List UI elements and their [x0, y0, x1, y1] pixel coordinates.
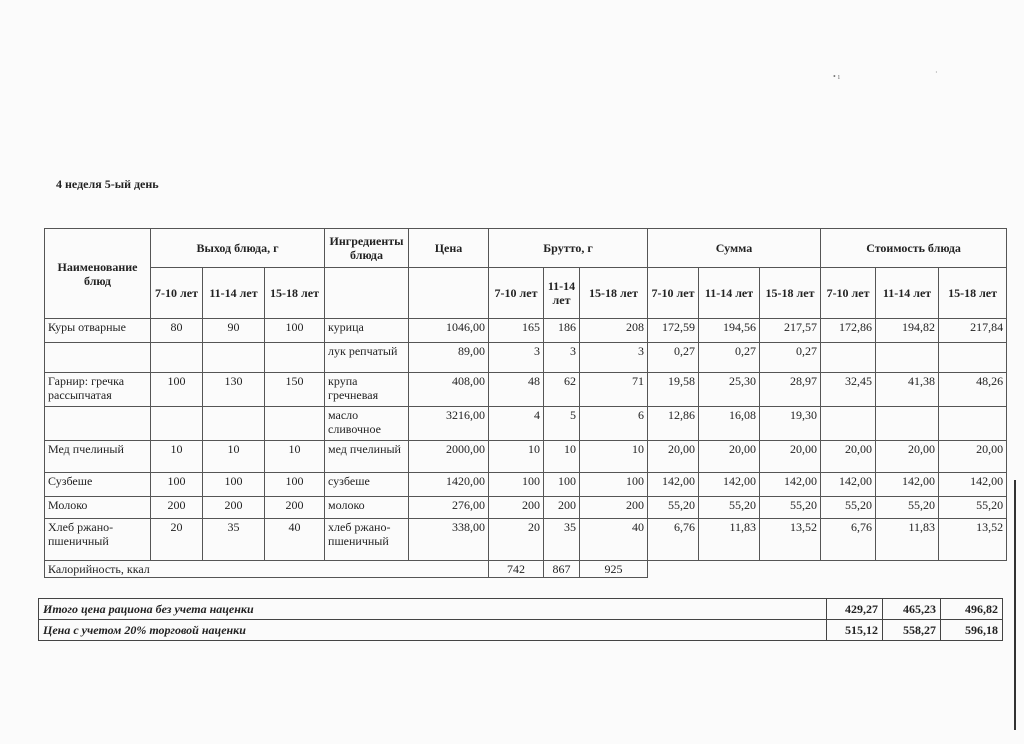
- sum-15-18: 13,52: [760, 519, 821, 561]
- table-row: [45, 343, 1007, 373]
- ingredient-price: 89,00: [409, 343, 489, 373]
- output-11-14: 100: [203, 473, 265, 497]
- cost-15-18: 13,52: [939, 519, 1007, 561]
- scan-speck: ·: [935, 68, 938, 77]
- output-7-10: 200: [151, 497, 203, 519]
- header-blank: [409, 268, 489, 319]
- cost-7-10: 20,00: [821, 441, 876, 473]
- sum-7-10: 55,20: [648, 497, 699, 519]
- table-row: [45, 319, 1007, 343]
- header-age-15-18: 15-18 лет: [265, 268, 325, 319]
- dish-name: [45, 343, 151, 373]
- brutto-15-18: 40: [580, 519, 648, 561]
- output-15-18: 100: [265, 473, 325, 497]
- ingredient-name: мед пчелиный: [325, 441, 409, 473]
- output-15-18: [265, 407, 325, 441]
- summary-value: 515,12: [827, 620, 883, 641]
- header-output: Выход блюда, г: [151, 229, 325, 268]
- cost-15-18: 55,20: [939, 497, 1007, 519]
- ingredient-name: курица: [325, 319, 409, 343]
- output-15-18: 100: [265, 319, 325, 343]
- summary-row-base-price: [39, 599, 1003, 620]
- scan-speck: • ı: [833, 72, 841, 81]
- calories-row: [45, 561, 1007, 578]
- header-brutto: Брутто, г: [489, 229, 648, 268]
- sum-11-14: 142,00: [699, 473, 760, 497]
- table-row: [45, 407, 1007, 441]
- header-age-15-18: 15-18 лет: [760, 268, 821, 319]
- output-11-14: [203, 407, 265, 441]
- dish-name: Куры отварные: [45, 319, 151, 343]
- ingredient-price: 408,00: [409, 373, 489, 407]
- header-age-15-18: 15-18 лет: [580, 268, 648, 319]
- ingredient-price: 1420,00: [409, 473, 489, 497]
- menu-table: [44, 228, 1007, 578]
- sum-15-18: 19,30: [760, 407, 821, 441]
- brutto-11-14: 35: [544, 519, 580, 561]
- page-title: 4 неделя 5-ый день: [56, 177, 159, 191]
- ingredient-name: молоко: [325, 497, 409, 519]
- header-sum: Сумма: [648, 229, 821, 268]
- output-11-14: 130: [203, 373, 265, 407]
- sum-11-14: 11,83: [699, 519, 760, 561]
- cost-7-10: 142,00: [821, 473, 876, 497]
- sum-7-10: 172,59: [648, 319, 699, 343]
- summary-label: Цена с учетом 20% торговой наценки: [39, 620, 827, 641]
- sum-7-10: 12,86: [648, 407, 699, 441]
- output-15-18: [265, 343, 325, 373]
- cost-7-10: [821, 407, 876, 441]
- brutto-7-10: 200: [489, 497, 544, 519]
- summary-value: 496,82: [941, 599, 1003, 620]
- sum-11-14: 194,56: [699, 319, 760, 343]
- cost-15-18: [939, 407, 1007, 441]
- summary-value: 558,27: [883, 620, 941, 641]
- header-age-15-18: 15-18 лет: [939, 268, 1007, 319]
- menu-table-body: [45, 319, 1007, 561]
- brutto-11-14: 200: [544, 497, 580, 519]
- sum-11-14: 55,20: [699, 497, 760, 519]
- brutto-11-14: 100: [544, 473, 580, 497]
- sum-15-18: 55,20: [760, 497, 821, 519]
- brutto-7-10: 4: [489, 407, 544, 441]
- cost-11-14: 41,38: [876, 373, 939, 407]
- output-7-10: [151, 407, 203, 441]
- page-edge-line: [1014, 480, 1016, 730]
- sum-11-14: 0,27: [699, 343, 760, 373]
- sum-15-18: 217,57: [760, 319, 821, 343]
- cost-7-10: [821, 343, 876, 373]
- ingredient-name: лук репчатый: [325, 343, 409, 373]
- table-row: [45, 441, 1007, 473]
- brutto-15-18: 3: [580, 343, 648, 373]
- cost-7-10: 6,76: [821, 519, 876, 561]
- ingredient-name: масло сливочное: [325, 407, 409, 441]
- cost-11-14: [876, 407, 939, 441]
- ingredient-price: 3216,00: [409, 407, 489, 441]
- ingredient-name: крупа гречневая: [325, 373, 409, 407]
- calories-value: 742: [489, 561, 544, 578]
- summary-value: 465,23: [883, 599, 941, 620]
- sum-15-18: 20,00: [760, 441, 821, 473]
- dish-name: Хлеб ржано-пшеничный: [45, 519, 151, 561]
- output-15-18: 150: [265, 373, 325, 407]
- output-11-14: 90: [203, 319, 265, 343]
- output-7-10: [151, 343, 203, 373]
- output-7-10: 100: [151, 473, 203, 497]
- output-7-10: 10: [151, 441, 203, 473]
- cost-7-10: 32,45: [821, 373, 876, 407]
- brutto-11-14: 62: [544, 373, 580, 407]
- calories-value: 925: [580, 561, 648, 578]
- sum-11-14: 16,08: [699, 407, 760, 441]
- sum-11-14: 25,30: [699, 373, 760, 407]
- brutto-15-18: 200: [580, 497, 648, 519]
- brutto-15-18: 71: [580, 373, 648, 407]
- output-15-18: 200: [265, 497, 325, 519]
- output-7-10: 20: [151, 519, 203, 561]
- brutto-7-10: 165: [489, 319, 544, 343]
- cost-15-18: 48,26: [939, 373, 1007, 407]
- cost-15-18: 217,84: [939, 319, 1007, 343]
- header-age-11-14: 11-14 лет: [876, 268, 939, 319]
- brutto-15-18: 208: [580, 319, 648, 343]
- calories-blank: [648, 561, 1007, 578]
- table-row: [45, 373, 1007, 407]
- header-age-7-10: 7-10 лет: [151, 268, 203, 319]
- output-11-14: 35: [203, 519, 265, 561]
- output-15-18: 10: [265, 441, 325, 473]
- header-age-11-14: 11-14 лет: [544, 268, 580, 319]
- header-age-11-14: 11-14 лет: [699, 268, 760, 319]
- brutto-7-10: 10: [489, 441, 544, 473]
- summary-label: Итого цена рациона без учета наценки: [39, 599, 827, 620]
- ingredient-name: хлеб ржано-пшеничный: [325, 519, 409, 561]
- ingredient-price: 338,00: [409, 519, 489, 561]
- header-age-7-10: 7-10 лет: [648, 268, 699, 319]
- sum-7-10: 142,00: [648, 473, 699, 497]
- brutto-7-10: 20: [489, 519, 544, 561]
- dish-name: Мед пчелиный: [45, 441, 151, 473]
- brutto-15-18: 100: [580, 473, 648, 497]
- brutto-15-18: 6: [580, 407, 648, 441]
- brutto-11-14: 5: [544, 407, 580, 441]
- brutto-7-10: 48: [489, 373, 544, 407]
- header-ingredients: Ингредиенты блюда: [325, 229, 409, 268]
- output-7-10: 80: [151, 319, 203, 343]
- brutto-7-10: 100: [489, 473, 544, 497]
- dish-name: Сузбеше: [45, 473, 151, 497]
- output-11-14: 200: [203, 497, 265, 519]
- header-blank: [325, 268, 409, 319]
- ingredient-price: 1046,00: [409, 319, 489, 343]
- header-cost: Стоимость блюда: [821, 229, 1007, 268]
- sum-15-18: 0,27: [760, 343, 821, 373]
- dish-name: Гарнир: гречка рассыпчатая: [45, 373, 151, 407]
- summary-value: 429,27: [827, 599, 883, 620]
- sum-7-10: 0,27: [648, 343, 699, 373]
- ingredient-price: 276,00: [409, 497, 489, 519]
- sum-7-10: 6,76: [648, 519, 699, 561]
- sum-7-10: 20,00: [648, 441, 699, 473]
- header-dish-name: Наименование блюд: [45, 229, 151, 319]
- output-11-14: 10: [203, 441, 265, 473]
- header-age-7-10: 7-10 лет: [821, 268, 876, 319]
- cost-15-18: 20,00: [939, 441, 1007, 473]
- ingredient-name: сузбеше: [325, 473, 409, 497]
- summary-row-markup-price: [39, 620, 1003, 641]
- dish-name: [45, 407, 151, 441]
- brutto-11-14: 10: [544, 441, 580, 473]
- summary-value: 596,18: [941, 620, 1003, 641]
- ingredient-price: 2000,00: [409, 441, 489, 473]
- sum-15-18: 28,97: [760, 373, 821, 407]
- cost-11-14: [876, 343, 939, 373]
- header-age-7-10: 7-10 лет: [489, 268, 544, 319]
- cost-11-14: 11,83: [876, 519, 939, 561]
- cost-7-10: 172,86: [821, 319, 876, 343]
- sum-15-18: 142,00: [760, 473, 821, 497]
- cost-7-10: 55,20: [821, 497, 876, 519]
- table-row: [45, 519, 1007, 561]
- brutto-7-10: 3: [489, 343, 544, 373]
- cost-11-14: 20,00: [876, 441, 939, 473]
- brutto-15-18: 10: [580, 441, 648, 473]
- brutto-11-14: 186: [544, 319, 580, 343]
- sum-7-10: 19,58: [648, 373, 699, 407]
- cost-11-14: 55,20: [876, 497, 939, 519]
- dish-name: Молоко: [45, 497, 151, 519]
- table-row: [45, 473, 1007, 497]
- output-15-18: 40: [265, 519, 325, 561]
- cost-11-14: 142,00: [876, 473, 939, 497]
- header-price: Цена: [409, 229, 489, 268]
- calories-label: Калорийность, ккал: [45, 561, 489, 578]
- cost-11-14: 194,82: [876, 319, 939, 343]
- output-11-14: [203, 343, 265, 373]
- sum-11-14: 20,00: [699, 441, 760, 473]
- cost-15-18: 142,00: [939, 473, 1007, 497]
- output-7-10: 100: [151, 373, 203, 407]
- brutto-11-14: 3: [544, 343, 580, 373]
- table-row: [45, 497, 1007, 519]
- header-age-11-14: 11-14 лет: [203, 268, 265, 319]
- calories-value: 867: [544, 561, 580, 578]
- cost-15-18: [939, 343, 1007, 373]
- summary-table: [38, 598, 1003, 641]
